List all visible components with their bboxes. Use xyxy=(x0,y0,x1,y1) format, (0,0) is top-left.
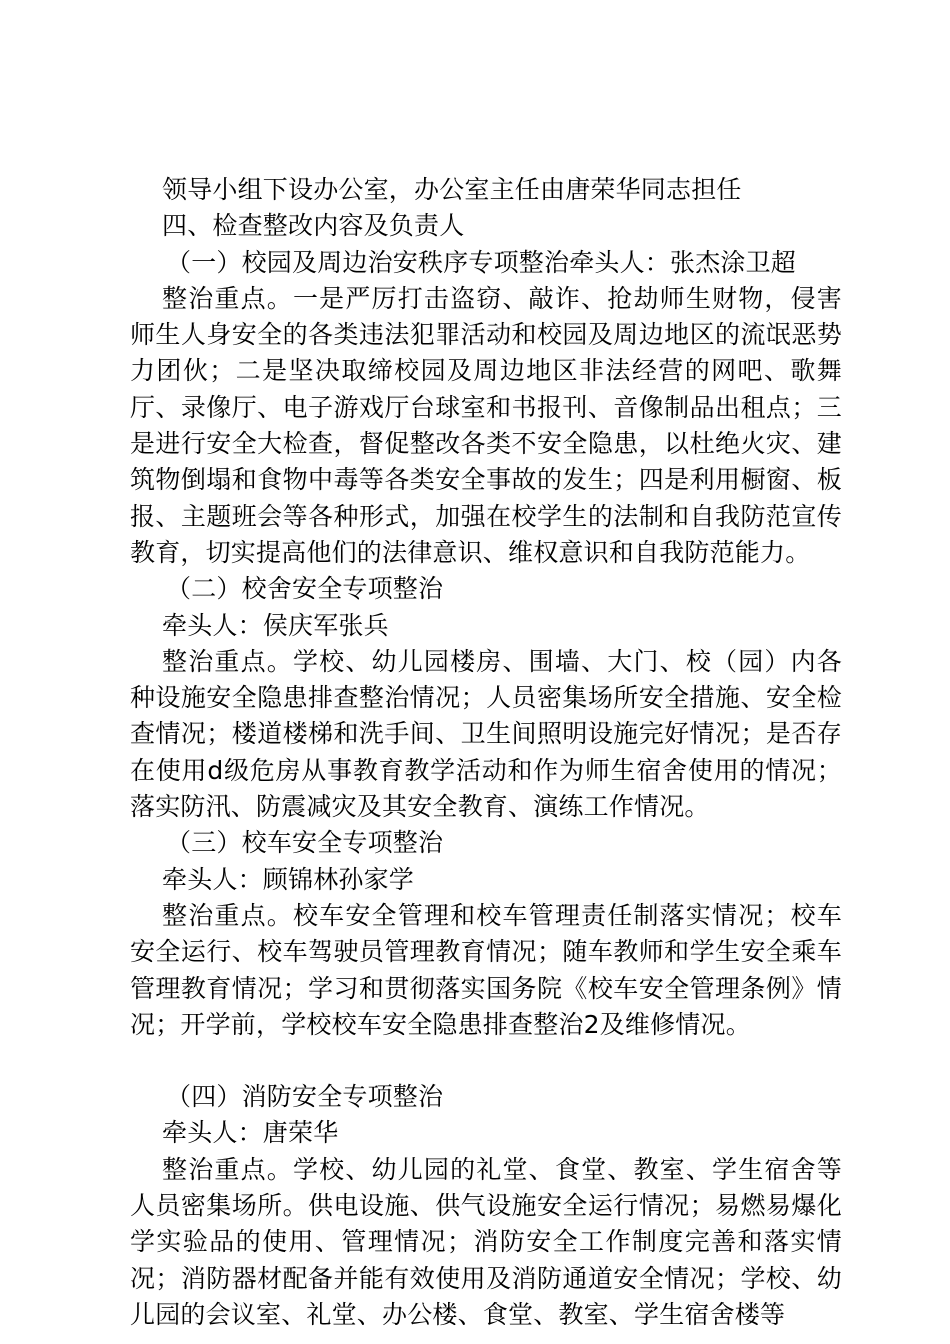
paragraph-school-bus-lead: 牵头人：顾锦林孙家学 xyxy=(162,864,415,894)
subsection-heading-school-bus: （三）校车安全专项整治 xyxy=(166,828,444,858)
subsection-heading-school-buildings: （二）校舍安全专项整治 xyxy=(166,574,444,604)
section-heading-inspection: 四、检查整改内容及负责人 xyxy=(162,211,465,241)
paragraph-fire-safety-focus: 整治重点。学校、幼儿园的礼堂、食堂、教室、学生宿舍等人员密集场所。供电设施、供气设施安全运行情况；易燃易爆化学实验品的使用、管理情况；消防安全工作制度完善和落实情况；消防器材配备并能有效使用及消防通道安全情况；学校、幼儿园的会议室、礼堂、办公楼、食堂、教室、学生宿舍楼等 xyxy=(130,1154,842,1329)
subsection-heading-campus-security: （一）校园及周边治安秩序专项整治牵头人：张杰涂卫超 xyxy=(166,247,797,277)
paragraph-office: 领导小组下设办公室，办公室主任由唐荣华同志担任 xyxy=(162,175,742,204)
paragraph-campus-security-focus: 整治重点。一是严厉打击盗窃、敲诈、抢劫师生财物，侵害师生人身安全的各类违法犯罪活动和校园及周边地区的流氓恶势力团伙；二是坚决取缔校园及周边地区非法经营的网吧、歌舞厅、录像厅、电子游戏厅台球室和书报刊、音像制品出租点；三是进行安全大检查，督促整改各类不安全隐患，以杜绝火灾、建筑物倒塌和食物中毒等各类安全事故的发生；四是利用橱窗、板报、主题班会等各种形式，加强在校学生的法制和自我防范宣传教育，切实提高他们的法律意识、维权意识和自我防范能力。 xyxy=(130,283,842,567)
document-body xyxy=(130,172,842,1333)
paragraph-school-bus-focus: 整治重点。校车安全管理和校车管理责任制落实情况；校车安全运行、校车驾驶员管理教育情况；随车教师和学生安全乘车管理教育情况；学习和贯彻落实国务院《校车安全管理条例》情况；开学前，学校校车安全隐患排查整治2及维修情况。 xyxy=(130,900,842,1039)
paragraph-gap xyxy=(130,1043,842,1079)
paragraph-fire-safety-lead: 牵头人：唐荣华 xyxy=(162,1118,339,1148)
paragraph-school-buildings-focus: 整治重点。学校、幼儿园楼房、围墙、大门、校（园）内各种设施安全隐患排查整治情况；人员密集场所安全措施、安全检查情况；楼道楼梯和洗手间、卫生间照明设施完好情况；是否存在使用d级危房从事教育教学活动和作为师生宿舍使用的情况；落实防汛、防震减灾及其安全教育、演练工作情况。 xyxy=(130,646,842,822)
paragraph-school-buildings-lead: 牵头人：侯庆军张兵 xyxy=(162,610,389,640)
subsection-heading-fire-safety: （四）消防安全专项整治 xyxy=(166,1082,444,1112)
